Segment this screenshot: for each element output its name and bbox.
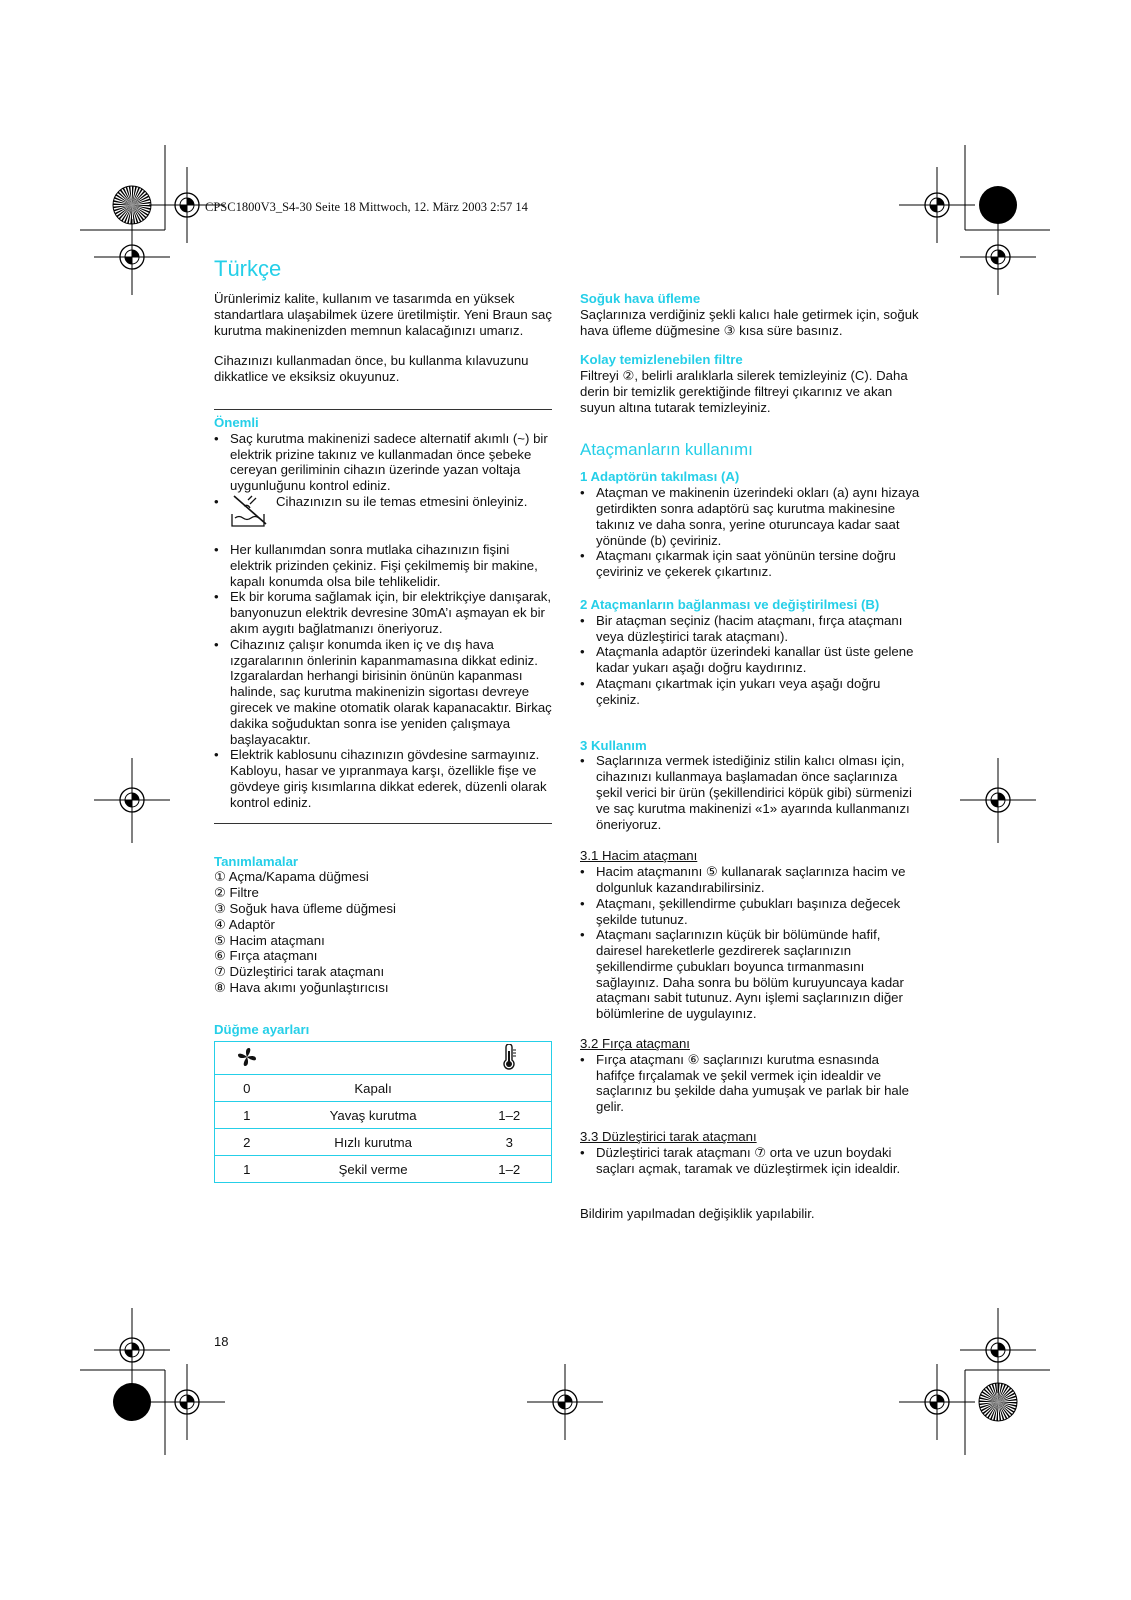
part-item: ② Filtre xyxy=(214,885,259,901)
list-item: • Ataçmanla adaptör üzerindeki kanallar üst üste gelene kadar yukarı aşağı doğru kaydırınız. xyxy=(580,644,920,676)
list-item xyxy=(214,494,552,528)
list-item: • Ataçmanı saçlarınızın küçük bir bölümünde hafif, dairesel hareketlerle gezdirerek saçlarınızın şekillendirme çubukları boyunca tırmanmasını sağlayınız. Daha sonra bu bölüm kuruyuncaya kadar ataçmanı sabit tutunuz. Aynı işlemi saçlarınızın diğer bölümlerine de uygulayınız. xyxy=(580,927,920,1022)
list-item: • Fırça ataçmanı ⑥ saçlarınızı kurutma esnasında hafifçe fırçalamak ve şekil vermek için idealdir ve saçlarınız bu şekilde daha yumuşak ve parlak bir hale gelir. xyxy=(580,1052,920,1115)
list-item: • Saçlarınıza vermek istediğiniz stilin kalıcı olması için, cihazınızı kullanmaya başlamadan önce saçlarınıza şekil verici bir ürün (şekillendirici köpük gibi) sürmenizi ve saç kurutma makinenizi «1» ayarında kullanmanızı öneriyoruz. xyxy=(580,753,920,832)
usage-steps xyxy=(580,753,920,832)
change-notice: Bildirim yapılmadan değişiklik yapılabilir. xyxy=(580,1206,815,1222)
intro-paragraph: Ürünlerimiz kalite, kullanım ve tasarımda en yüksek standartlara ulaşabilmek üzere üretilmiştir. Yeni Braun saç kurutma makinenizden memnun kalacağınızı umarız. xyxy=(214,291,552,338)
section-heading-important: Önemli xyxy=(214,414,259,430)
section-heading-settings: Düğme ayarları xyxy=(214,1021,310,1037)
subsection-heading-brush: 3.2 Fırça ataçmanı xyxy=(580,1036,690,1052)
part-item: ① Açma/Kapama düğmesi xyxy=(214,869,369,885)
list-item: • Ataçmanı çıkarmak için saat yönünün tersine doğru çeviriniz ve çekerek çıkartınız. xyxy=(580,548,920,580)
subsection-heading-volume: 3.1 Hacim ataçmanı xyxy=(580,848,698,864)
part-item: ⑧ Hava akımı yoğunlaştırıcısı xyxy=(214,979,389,995)
registration-target xyxy=(899,167,975,243)
parts-list xyxy=(214,869,552,995)
subsection-heading-comb: 3.3 Düzleştirici tarak ataçmanı xyxy=(580,1129,757,1145)
fan-icon-cell xyxy=(215,1042,279,1075)
subsection-heading-attach-change: 2 Ataçmanların bağlanması ve değiştirilmesi (B) xyxy=(580,596,880,612)
list-item: • Ataçmanı çıkartmak için yukarı veya aşağı doğru çekiniz. xyxy=(580,676,920,708)
registration-dot-bottom-left xyxy=(113,1383,151,1421)
volume-steps xyxy=(580,864,920,1022)
part-item: ③ Soğuk hava üfleme düğmesi xyxy=(214,900,396,916)
table-row: 0 Kapalı xyxy=(215,1075,552,1102)
settings-table xyxy=(214,1041,552,1183)
subsection-heading-usage: 3 Kullanım xyxy=(580,737,647,753)
registration-target xyxy=(149,1364,225,1440)
left-column xyxy=(214,291,552,1183)
subsection-heading-adaptor: 1 Adaptörün takılması (A) xyxy=(580,469,740,485)
list-item: • Cihazınız çalışır konumda iken iç ve dış hava ızgaralarının önlerinin kapanmamasına dikkat ediniz. Izgaralardan herhangi birisinin önünün kapanması halinde, saç kurutma makinenizin sigortası devreye girecek ve makine otomatik olarak kapanacaktır. Birkaç dakika soğuduktan sonra ise yeniden çalışmaya başlayacaktır. xyxy=(214,637,552,748)
comb-steps xyxy=(580,1145,920,1177)
important-list-continued xyxy=(214,542,552,811)
list-item: • Düzleştirici tarak ataçmanı ⑦ orta ve uzun boydaki saçları açmak, taramak ve düzleştirmek için idealdir. xyxy=(580,1145,920,1177)
list-item: • Her kullanımdan sonra mutlaka cihazınızın fişini elektrik prizinden çekiniz. Fişi çekilmemiş bir makine, kapalı konumda olsa bile tehlikelidir. xyxy=(214,542,552,589)
no-water-icon xyxy=(230,494,270,528)
part-item: ⑤ Hacim ataçmanı xyxy=(214,932,325,948)
list-item: • Ek bir koruma sağlamak için, bir elektrikçiye danışarak, banyonuzun elektrik devresine 30mA’ı aşmayan ek bir akım aygıtı bağlatmanızı öneriyoruz. xyxy=(214,589,552,636)
table-row: 1 Yavaş kurutma 1–2 xyxy=(215,1102,552,1129)
intro-paragraph-2: Cihazınızı kullanmadan önce, bu kullanma kılavuzunu dikkatlice ve eksiksiz okuyunuz. xyxy=(214,353,529,385)
page-number: 18 xyxy=(214,1334,229,1349)
section-heading-filter: Kolay temizlenebilen filtre xyxy=(580,352,743,368)
section-heading-cool-shot: Soğuk hava üfleme xyxy=(580,291,701,306)
registration-target xyxy=(94,1312,170,1388)
list-item: • Bir ataçman seçiniz (hacim ataçmanı, fırça ataçmanı veya düzleştirici tarak ataçmanı). xyxy=(580,613,920,645)
registration-dot-top-right xyxy=(979,186,1017,224)
registration-target xyxy=(960,1312,1036,1388)
section-heading-descriptions: Tanımlamalar xyxy=(214,853,299,869)
part-item: ⑦ Düzleştirici tarak ataçmanı xyxy=(214,964,385,980)
thermometer-icon-cell xyxy=(468,1042,552,1075)
brush-steps xyxy=(580,1052,920,1115)
registration-target xyxy=(899,1364,975,1440)
registration-sunburst-bottom-right xyxy=(979,1383,1017,1421)
registration-sunburst-top-left xyxy=(113,186,151,224)
attach-change-steps xyxy=(580,613,920,708)
filter-text: Filtreyi ②, belirli aralıklarla silerek temizleyiniz (C). Daha derin bir temizlik gerektiğinde filtreyi çıkarınız ve akan suyun altına tutarak temizleyiniz. xyxy=(580,368,908,415)
table-row: 1 Şekil verme 1–2 xyxy=(243,1161,521,1177)
important-list xyxy=(214,431,552,528)
page-title: Türkçe xyxy=(214,256,282,281)
table-header-row xyxy=(215,1042,552,1075)
list-item: • Ataçmanı, şekillendirme çubukları başınıza değecek şekilde tutunuz. xyxy=(580,896,920,928)
table-row: 2 Hızlı kurutma 3 xyxy=(215,1129,552,1156)
part-item: ④ Adaptör xyxy=(214,916,275,932)
water-warning-text: • Cihazınızın su ile temas etmesini önleyiniz. xyxy=(276,493,528,509)
list-item: • Saç kurutma makinenizi sadece alternatif akımlı (~) bir elektrik prizine takınız ve kullanmadan önce şebeke cereyan geriliminin cihazın üzerinde yazan voltaja uygunluğunu kontrol ediniz. xyxy=(214,431,552,494)
section-divider xyxy=(214,823,552,824)
list-item: • Elektrik kablosunu cihazınızın gövdesine sarmayınız. Kabloyu, hasar ve yıpranmaya karşı, özellikle fişe ve gövdeye giriş kısımlarına dikkat ederek, düzenli olarak kontrol ediniz. xyxy=(214,747,552,810)
registration-target xyxy=(94,762,170,838)
right-column xyxy=(580,291,920,1222)
fan-icon xyxy=(236,1046,258,1068)
cool-shot-text: Saçlarınıza verdiğiniz şekli kalıcı hale getirmek için, soğuk hava üfleme düğmesine ③ kısa süre basınız. xyxy=(580,306,919,338)
list-item: • Hacim ataçmanını ⑤ kullanarak saçlarınıza hacim ve dolgunluk kazandırabilirsiniz. xyxy=(580,864,920,896)
list-item: • Ataçman ve makinenin üzerindeki okları (a) aynı hizaya getirdikten sonra adaptörü saç kurutma makinesine takınız ve daha sonra, yerine oturuncaya kadar saat yönünde (b) çeviriniz. xyxy=(580,485,920,548)
section-divider xyxy=(214,409,552,410)
print-header: CPSC1800V3_S4-30 Seite 18 Mittwoch, 12. März 2003 2:57 14 xyxy=(205,200,528,214)
registration-target xyxy=(960,762,1036,838)
adaptor-steps xyxy=(580,485,920,580)
part-item: ⑥ Fırça ataçmanı xyxy=(214,948,318,964)
section-heading-attachments: Ataçmanların kullanımı xyxy=(580,439,753,459)
thermometer-icon xyxy=(501,1044,517,1070)
